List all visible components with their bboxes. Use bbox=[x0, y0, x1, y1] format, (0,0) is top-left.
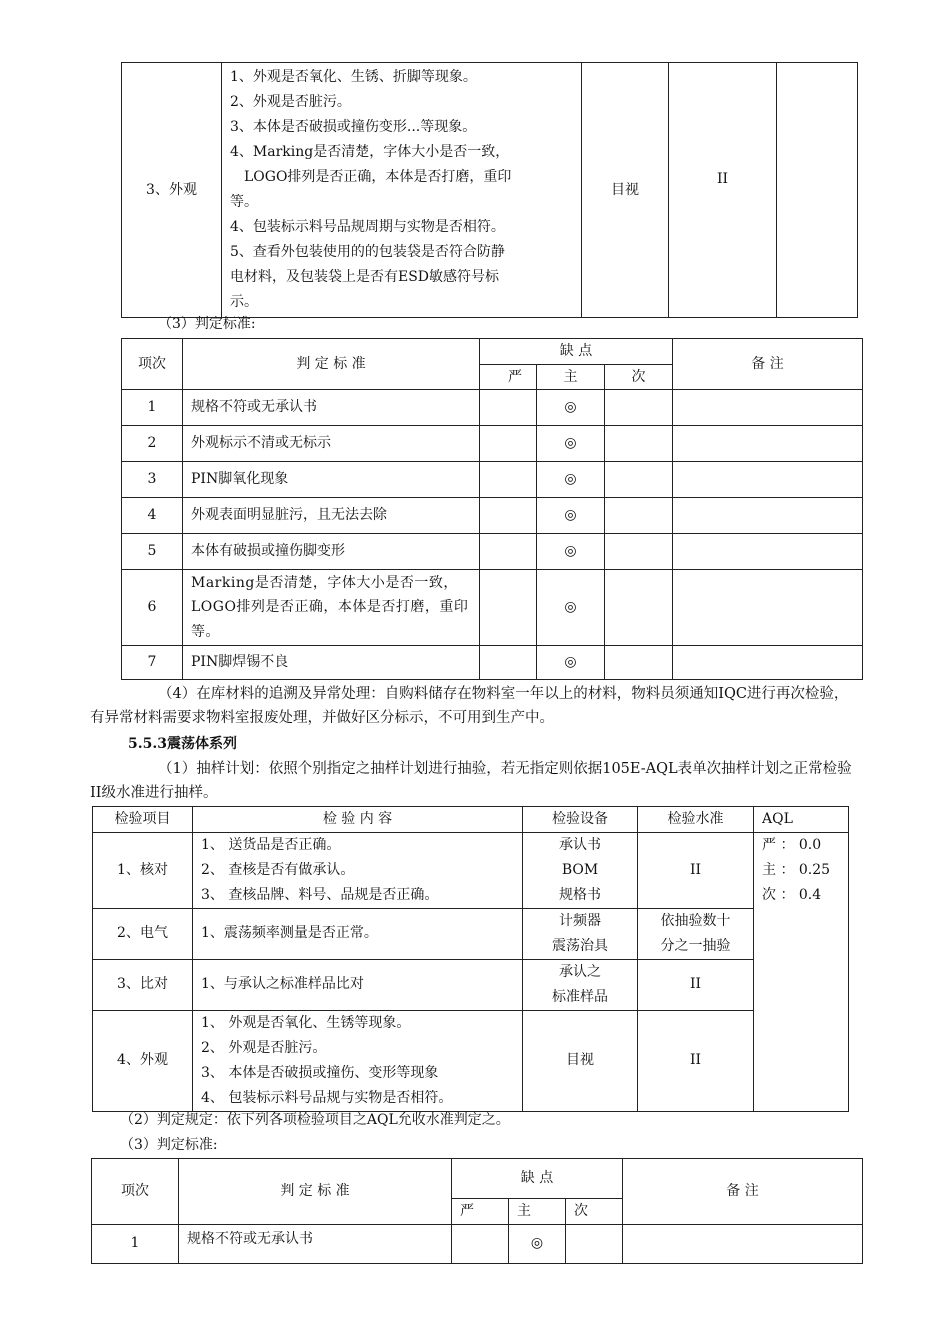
severe-cell bbox=[480, 646, 537, 680]
content-line: 示。 bbox=[230, 294, 258, 310]
severe-cell bbox=[480, 498, 537, 534]
minor-cell bbox=[605, 426, 673, 462]
level-line: 分之一抽验 bbox=[660, 937, 731, 954]
section-3-label: （3）判定标准: bbox=[158, 316, 256, 332]
row-no: 2 bbox=[122, 426, 183, 462]
header-standard: 判 定 标 准 bbox=[183, 339, 480, 390]
row-text: 规格不符或无承认书 bbox=[179, 1224, 452, 1263]
content-line: 3、 查核品牌、料号、品规是否正确。 bbox=[201, 886, 439, 903]
equipment-line: 承认之 bbox=[559, 963, 601, 980]
table-row bbox=[122, 646, 863, 680]
aql-severe: 严 ： 0.0 bbox=[762, 836, 822, 853]
table-row bbox=[92, 1224, 863, 1263]
header-no: 项次 bbox=[92, 1159, 179, 1225]
severe-cell bbox=[480, 534, 537, 570]
equipment-line: 标准样品 bbox=[552, 988, 608, 1005]
row-text: PIN脚氧化现象 bbox=[183, 462, 480, 498]
row-equipment: 目视 bbox=[523, 1010, 638, 1111]
row-equipment bbox=[523, 959, 638, 1010]
content-line: 4、Marking是否清楚，字体大小是否一致， bbox=[230, 144, 510, 160]
remark-cell bbox=[673, 498, 863, 534]
header-severe: 严 bbox=[452, 1199, 509, 1225]
equipment-line: 震荡治具 bbox=[552, 937, 608, 954]
content-line: 1、外观是否氧化、生锈、折脚等现象。 bbox=[230, 69, 477, 85]
criteria-table-1 bbox=[121, 338, 863, 680]
header-major: 主 bbox=[509, 1199, 566, 1225]
content-line: 2、外观是否脏污。 bbox=[230, 94, 351, 110]
row-equipment bbox=[523, 908, 638, 959]
remark-cell bbox=[673, 570, 863, 646]
row-content bbox=[193, 1010, 523, 1111]
remark-cell bbox=[673, 462, 863, 498]
row-item: 2、电气 bbox=[93, 908, 193, 959]
major-mark: ◎ bbox=[537, 570, 605, 646]
major-mark: ◎ bbox=[537, 390, 605, 426]
content-cell bbox=[222, 63, 582, 318]
header-defect: 缺 点 bbox=[452, 1159, 623, 1199]
content-line: 电材料，及包装袋上是否有ESD敏感符号标 bbox=[230, 269, 500, 285]
severe-cell bbox=[480, 426, 537, 462]
content-line: 5、查看外包装使用的的包装袋是否符合防静 bbox=[230, 244, 505, 260]
item-cell: 3、外观 bbox=[122, 63, 222, 318]
paragraph-4: （4）在库材料的追溯及异常处理：自购料储存在物料室一年以上的材料，物料员须通知IQC进行再次检验，有异常材料需要求物料室报废处理，并做好区分标示，不可用到生产中。 bbox=[90, 686, 849, 726]
content-line: 3、本体是否破损或撞伤变形...等现象。 bbox=[230, 119, 477, 135]
content-line: 1、 外观是否氧化、生锈等现象。 bbox=[201, 1014, 411, 1031]
content-line: 等。 bbox=[230, 194, 258, 210]
major-mark: ◎ bbox=[537, 426, 605, 462]
table-row bbox=[122, 498, 863, 534]
remark-cell bbox=[673, 646, 863, 680]
content-line: 2、 外观是否脏污。 bbox=[201, 1039, 327, 1056]
row-no: 3 bbox=[122, 462, 183, 498]
minor-cell bbox=[605, 462, 673, 498]
equipment-line: 规格书 bbox=[559, 886, 601, 903]
major-mark: ◎ bbox=[537, 462, 605, 498]
table-row bbox=[93, 1010, 849, 1111]
row-content: 1、与承认之标准样品比对 bbox=[193, 959, 523, 1010]
row-equipment bbox=[523, 832, 638, 908]
header-standard: 判 定 标 准 bbox=[179, 1159, 452, 1225]
minor-cell bbox=[605, 534, 673, 570]
content-line: 4、 包装标示料号品规与实物是否相符。 bbox=[201, 1089, 453, 1106]
minor-cell bbox=[566, 1224, 623, 1263]
section-heading-553: 5.5.3震荡体系列 bbox=[128, 736, 237, 752]
minor-cell bbox=[605, 498, 673, 534]
row-no: 5 bbox=[122, 534, 183, 570]
table-row bbox=[93, 959, 849, 1010]
aql-cell bbox=[754, 832, 849, 1111]
equipment-cell: 目视 bbox=[582, 63, 669, 318]
major-mark: ◎ bbox=[537, 534, 605, 570]
row-content: 1、震荡频率测量是否正常。 bbox=[193, 908, 523, 959]
rule-2: （2）判定规定：依下列各项检验项目之AQL允收水准判定之。 bbox=[120, 1112, 510, 1128]
row-item: 4、外观 bbox=[93, 1010, 193, 1111]
content-line: 4、包装标示料号品规周期与实物是否相符。 bbox=[230, 219, 505, 235]
table-row bbox=[93, 908, 849, 959]
level-cell: II bbox=[669, 63, 777, 318]
content-line: 2、 查核是否有做承认。 bbox=[201, 861, 355, 878]
content-line: LOGO排列是否正确，本体是否打磨，重印 bbox=[244, 169, 512, 185]
level-line: 依抽验数十 bbox=[660, 912, 731, 929]
table-row bbox=[122, 534, 863, 570]
row-no: 1 bbox=[122, 390, 183, 426]
header-defect: 缺 点 bbox=[480, 339, 673, 365]
row-text: 外观表面明显脏污，且无法去除 bbox=[183, 498, 480, 534]
header-no: 项次 bbox=[122, 339, 183, 390]
header-minor: 次 bbox=[566, 1199, 623, 1225]
table-row bbox=[93, 832, 849, 908]
header-item: 检验项目 bbox=[93, 807, 193, 833]
row-level: II bbox=[638, 959, 754, 1010]
major-mark: ◎ bbox=[537, 498, 605, 534]
row-no: 6 bbox=[122, 570, 183, 646]
row-text: 本体有破损或撞伤脚变形 bbox=[183, 534, 480, 570]
criteria-table-2 bbox=[91, 1158, 863, 1264]
header-equipment: 检验设备 bbox=[523, 807, 638, 833]
minor-cell bbox=[605, 390, 673, 426]
severe-cell bbox=[452, 1224, 509, 1263]
row-level: II bbox=[638, 1010, 754, 1111]
major-mark: ◎ bbox=[537, 646, 605, 680]
table-row bbox=[122, 462, 863, 498]
severe-cell bbox=[480, 462, 537, 498]
equipment-line: 计频器 bbox=[559, 912, 601, 929]
header-severe: 严 bbox=[480, 364, 537, 390]
header-minor: 次 bbox=[605, 364, 673, 390]
header-content: 检 验 内 容 bbox=[193, 807, 523, 833]
row-no: 4 bbox=[122, 498, 183, 534]
row-no: 7 bbox=[122, 646, 183, 680]
aql-cell bbox=[777, 63, 858, 318]
severe-cell bbox=[480, 390, 537, 426]
inspection-table bbox=[92, 806, 849, 1112]
row-item: 1、核对 bbox=[93, 832, 193, 908]
table-row bbox=[122, 390, 863, 426]
row-content bbox=[193, 832, 523, 908]
table-row bbox=[122, 570, 863, 646]
content-line: 1、 送货品是否正确。 bbox=[201, 836, 341, 853]
header-remark: 备 注 bbox=[673, 339, 863, 390]
aql-major: 主 ： 0.25 bbox=[762, 861, 831, 878]
top-inspection-table bbox=[121, 62, 858, 318]
row-level: II bbox=[638, 832, 754, 908]
row-text: Marking是否清楚，字体大小是否一致，LOGO排列是否正确，本体是否打磨，重印等。 bbox=[183, 570, 480, 646]
equipment-line: BOM bbox=[561, 861, 599, 878]
row-text: PIN脚焊锡不良 bbox=[183, 646, 480, 680]
table-row bbox=[122, 426, 863, 462]
header-major: 主 bbox=[537, 364, 605, 390]
row-text: 规格不符或无承认书 bbox=[183, 390, 480, 426]
sampling-plan-paragraph: （1）抽样计划：依照个别指定之抽样计划进行抽验，若无指定则依据105E-AQL表单次抽样计划之正常检验II级水准进行抽样。 bbox=[90, 761, 852, 801]
severe-cell bbox=[480, 570, 537, 646]
remark-cell bbox=[673, 426, 863, 462]
aql-minor: 次 ： 0.4 bbox=[762, 886, 822, 903]
header-aql: AQL bbox=[754, 807, 849, 833]
row-text: 外观标示不清或无标示 bbox=[183, 426, 480, 462]
minor-cell bbox=[605, 570, 673, 646]
rule-3: （3）判定标准: bbox=[120, 1137, 218, 1153]
row-level bbox=[638, 908, 754, 959]
major-mark: ◎ bbox=[509, 1224, 566, 1263]
remark-cell bbox=[623, 1224, 863, 1263]
row-no: 1 bbox=[92, 1224, 179, 1263]
header-remark: 备 注 bbox=[623, 1159, 863, 1225]
content-line: 3、 本体是否破损或撞伤、变形等现象 bbox=[201, 1064, 439, 1081]
row-item: 3、比对 bbox=[93, 959, 193, 1010]
header-level: 检验水准 bbox=[638, 807, 754, 833]
equipment-line: 承认书 bbox=[559, 836, 601, 853]
remark-cell bbox=[673, 534, 863, 570]
remark-cell bbox=[673, 390, 863, 426]
minor-cell bbox=[605, 646, 673, 680]
